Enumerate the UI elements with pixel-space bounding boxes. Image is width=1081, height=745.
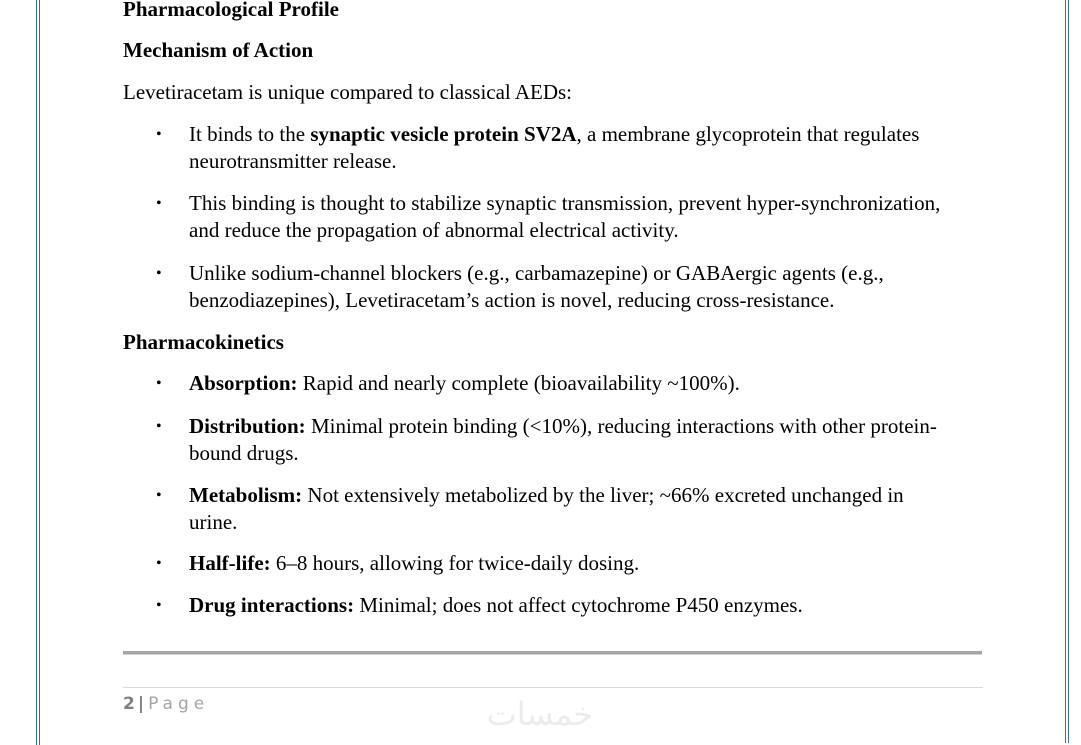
bullet-label: Half-life: xyxy=(189,551,271,575)
pharmacokinetics-heading: Pharmacokinetics xyxy=(123,330,284,354)
bullet-line1: 6–8 hours, allowing for twice-daily dosing. xyxy=(270,551,640,575)
bullet-label: Metabolism: xyxy=(189,483,303,507)
bullet-text xyxy=(189,190,984,244)
footer-separator: | xyxy=(137,694,145,714)
bullet-text xyxy=(189,413,984,467)
bullet-line2: bound drugs. xyxy=(189,441,299,465)
watermark-logo: خمسات xyxy=(486,695,594,733)
page-label: Page xyxy=(148,694,210,714)
mechanism-heading: Mechanism of Action xyxy=(123,38,314,62)
bullet-lead: It binds to the xyxy=(189,122,311,146)
bullet-label: Drug interactions: xyxy=(189,593,355,617)
page-footer xyxy=(123,694,209,714)
bullet-icon: • xyxy=(156,597,162,614)
page-border-right xyxy=(1065,0,1069,743)
bullet-text xyxy=(189,260,984,314)
footer-divider xyxy=(123,687,983,688)
bullet-line2: neurotransmitter release. xyxy=(189,149,397,173)
bullet-line2: benzodiazepines), Levetiracetam’s action is novel, reducing cross-resistance. xyxy=(189,288,835,312)
bullet-icon: • xyxy=(156,126,162,143)
section-title: Pharmacological Profile xyxy=(123,0,339,21)
page-number: 2 xyxy=(123,694,135,714)
page-border-left xyxy=(36,0,40,745)
bullet-icon: • xyxy=(156,195,162,212)
bullet-icon: • xyxy=(156,487,162,504)
bullet-text xyxy=(189,550,984,577)
mechanism-intro: Levetiracetam is unique compared to classical AEDs: xyxy=(123,80,573,104)
bullet-label: Distribution: xyxy=(189,414,306,438)
bullet-text xyxy=(189,121,984,175)
bullet-line1: Rapid and nearly complete (bioavailability ~100%). xyxy=(297,371,740,395)
bullet-text xyxy=(189,592,984,619)
bullet-line1: This binding is thought to stabilize synaptic transmission, prevent hyper-synchronization, xyxy=(189,191,941,215)
bullet-icon: • xyxy=(156,265,162,282)
bullet-icon: • xyxy=(156,375,162,392)
bullet-line1: Unlike sodium-channel blockers (e.g., carbamazepine) or GABAergic agents (e.g., xyxy=(189,261,884,285)
bullet-bold-term: synaptic vesicle protein SV2A xyxy=(310,122,577,146)
bullet-line1: Minimal; does not affect cytochrome P450 enzymes. xyxy=(354,593,803,617)
bullet-icon: • xyxy=(156,555,162,572)
bullet-tail: , a membrane glycoprotein that regulates xyxy=(576,122,920,146)
bullet-line1: Minimal protein binding (<10%), reducing interactions with other protein- xyxy=(305,414,937,438)
bullet-text xyxy=(189,482,984,536)
bullet-icon: • xyxy=(156,418,162,435)
section-divider xyxy=(123,651,982,655)
bullet-text xyxy=(189,370,984,397)
bullet-line2: urine. xyxy=(189,510,238,534)
bullet-line2: and reduce the propagation of abnormal electrical activity. xyxy=(189,218,679,242)
bullet-label: Absorption: xyxy=(189,371,298,395)
bullet-line1: Not extensively metabolized by the liver; ~66% excreted unchanged in xyxy=(302,483,904,507)
